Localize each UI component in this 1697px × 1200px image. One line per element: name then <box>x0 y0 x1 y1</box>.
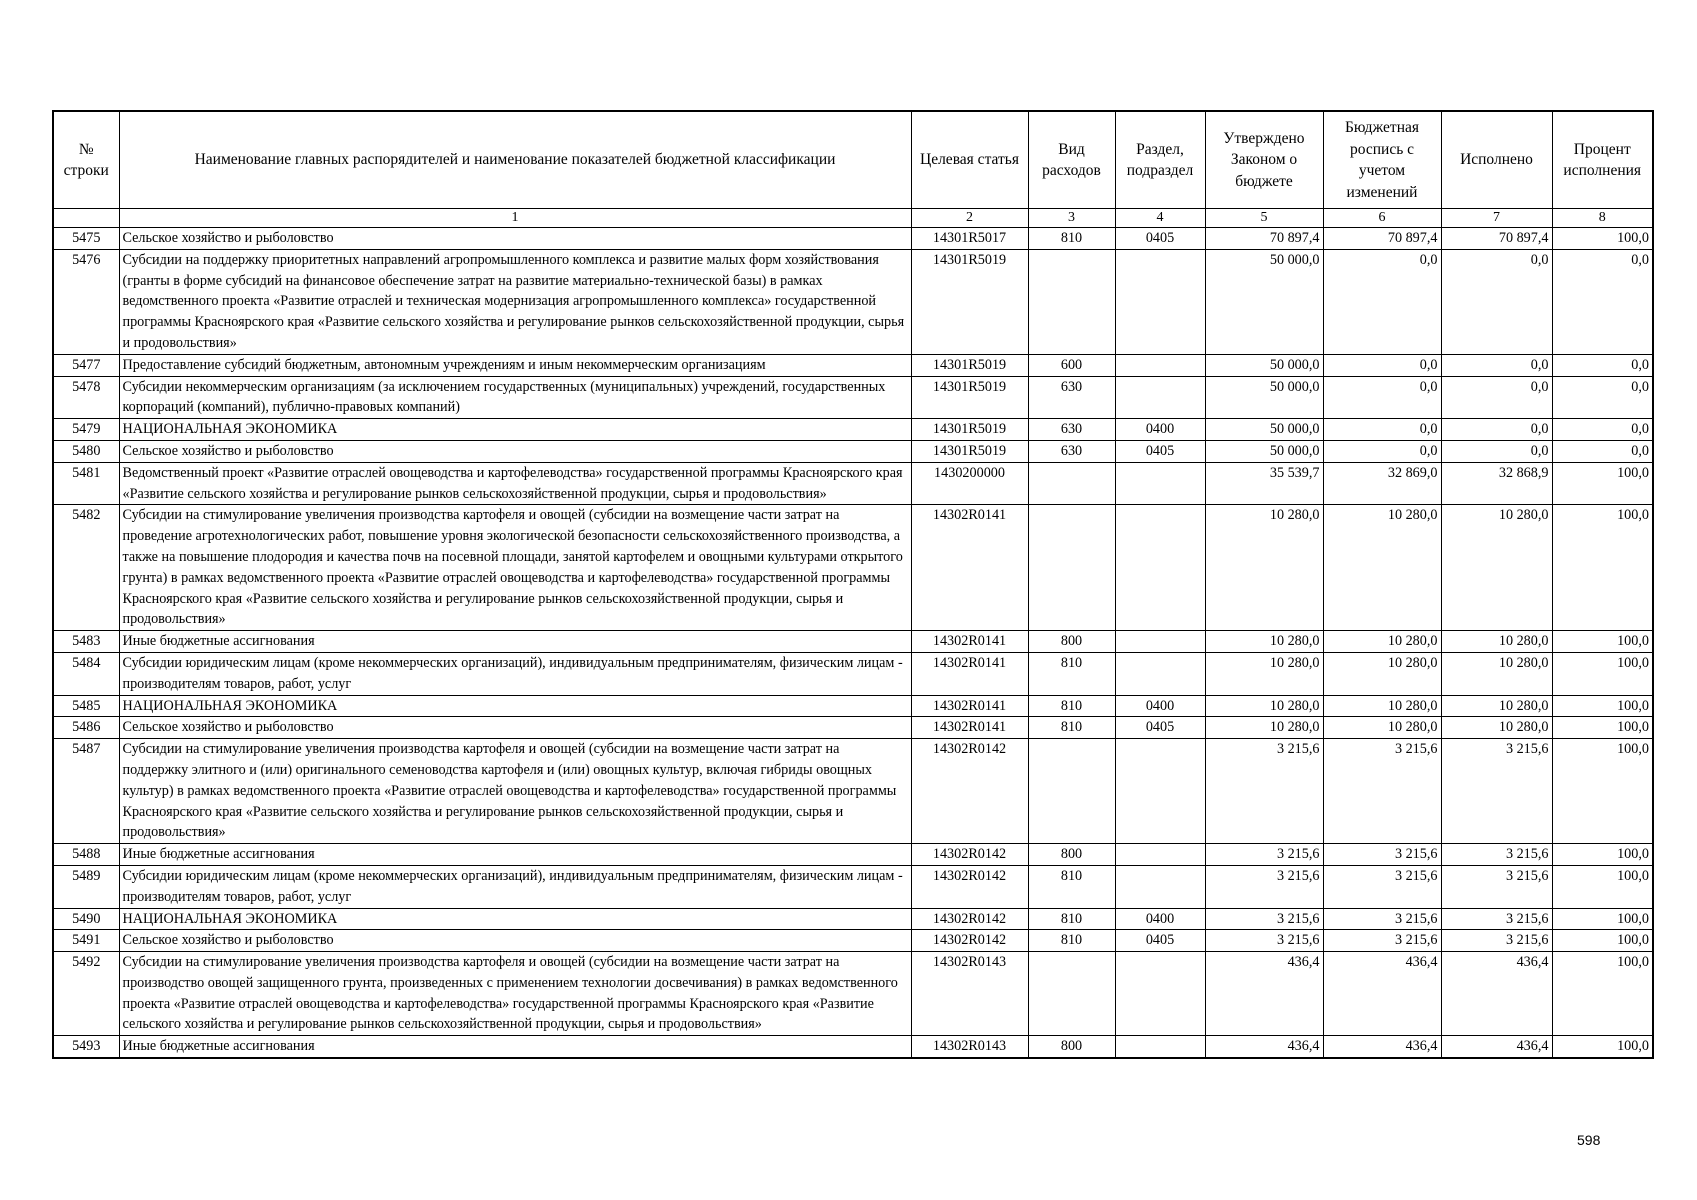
row-name-cell: Сельское хозяйство и рыболовство <box>119 228 911 250</box>
expense-type-cell: 630 <box>1028 419 1115 441</box>
execution-percent-cell: 0,0 <box>1552 249 1653 354</box>
header-approved: Утверждено Законом о бюджете <box>1205 111 1323 209</box>
approved-amount-cell: 50 000,0 <box>1205 354 1323 376</box>
expense-type-cell: 810 <box>1028 695 1115 717</box>
budget-schedule-cell: 0,0 <box>1323 376 1441 419</box>
section-cell <box>1115 865 1205 908</box>
target-article-cell: 14301R5019 <box>911 376 1028 419</box>
section-cell <box>1115 505 1205 631</box>
executed-amount-cell: 0,0 <box>1441 440 1552 462</box>
expense-type-cell: 800 <box>1028 1036 1115 1058</box>
budget-schedule-cell: 10 280,0 <box>1323 652 1441 695</box>
executed-amount-cell: 10 280,0 <box>1441 717 1552 739</box>
column-number: 4 <box>1115 209 1205 228</box>
executed-amount-cell: 10 280,0 <box>1441 631 1552 653</box>
approved-amount-cell: 3 215,6 <box>1205 865 1323 908</box>
row-number-cell: 5486 <box>53 717 119 739</box>
row-name-cell: Сельское хозяйство и рыболовство <box>119 717 911 739</box>
approved-amount-cell: 3 215,6 <box>1205 739 1323 844</box>
header-expense-type: Вид расходов <box>1028 111 1115 209</box>
budget-schedule-cell: 436,4 <box>1323 952 1441 1036</box>
row-number-cell: 5477 <box>53 354 119 376</box>
header-executed: Исполнено <box>1441 111 1552 209</box>
approved-amount-cell: 10 280,0 <box>1205 695 1323 717</box>
section-cell: 0405 <box>1115 930 1205 952</box>
row-name-cell: Субсидии на поддержку приоритетных направлений агропромышленного комплекса и развитие малых форм хозяйствования (гранты в форме субсидий на финансовое обеспечение затрат на развитие материально-технической базы) в рамках ведомственного проекта «Развитие отраслей и техническая модернизация агропромышленного комплекса» государственной программы Красноярского края «Развитие сельского хозяйства и регулирование рынков сельскохозяйственной продукции, сырья и продовольствия» <box>119 249 911 354</box>
executed-amount-cell: 0,0 <box>1441 249 1552 354</box>
executed-amount-cell: 32 868,9 <box>1441 462 1552 505</box>
column-number: 7 <box>1441 209 1552 228</box>
execution-percent-cell: 0,0 <box>1552 419 1653 441</box>
table-row <box>53 952 1653 1036</box>
section-cell <box>1115 844 1205 866</box>
approved-amount-cell: 436,4 <box>1205 952 1323 1036</box>
executed-amount-cell: 3 215,6 <box>1441 930 1552 952</box>
budget-schedule-cell: 10 280,0 <box>1323 695 1441 717</box>
section-cell: 0405 <box>1115 717 1205 739</box>
budget-schedule-cell: 3 215,6 <box>1323 844 1441 866</box>
section-cell <box>1115 631 1205 653</box>
table-row <box>53 844 1653 866</box>
approved-amount-cell: 3 215,6 <box>1205 844 1323 866</box>
target-article-cell: 14302R0141 <box>911 631 1028 653</box>
row-number-cell: 5479 <box>53 419 119 441</box>
row-name-cell: Иные бюджетные ассигнования <box>119 631 911 653</box>
budget-execution-table <box>52 110 1654 1059</box>
section-cell <box>1115 652 1205 695</box>
row-number-cell: 5481 <box>53 462 119 505</box>
column-number-blank <box>53 209 119 228</box>
row-number-cell: 5489 <box>53 865 119 908</box>
budget-schedule-cell: 3 215,6 <box>1323 908 1441 930</box>
executed-amount-cell: 3 215,6 <box>1441 865 1552 908</box>
approved-amount-cell: 10 280,0 <box>1205 652 1323 695</box>
approved-amount-cell: 10 280,0 <box>1205 505 1323 631</box>
approved-amount-cell: 10 280,0 <box>1205 717 1323 739</box>
target-article-cell: 14301R5019 <box>911 419 1028 441</box>
table-row <box>53 908 1653 930</box>
section-cell: 0405 <box>1115 440 1205 462</box>
executed-amount-cell: 436,4 <box>1441 952 1552 1036</box>
budget-schedule-cell: 0,0 <box>1323 354 1441 376</box>
target-article-cell: 14302R0142 <box>911 930 1028 952</box>
section-cell: 0400 <box>1115 695 1205 717</box>
column-number-row <box>53 209 1653 228</box>
table-row <box>53 631 1653 653</box>
table-row <box>53 865 1653 908</box>
row-number-cell: 5490 <box>53 908 119 930</box>
header-budget-schedule: Бюджетная роспись с учетом изменений <box>1323 111 1441 209</box>
approved-amount-cell: 50 000,0 <box>1205 249 1323 354</box>
header-row-number: № строки <box>53 111 119 209</box>
execution-percent-cell: 100,0 <box>1552 717 1653 739</box>
execution-percent-cell: 100,0 <box>1552 739 1653 844</box>
approved-amount-cell: 10 280,0 <box>1205 631 1323 653</box>
row-number-cell: 5478 <box>53 376 119 419</box>
execution-percent-cell: 100,0 <box>1552 930 1653 952</box>
row-number-cell: 5487 <box>53 739 119 844</box>
budget-schedule-cell: 0,0 <box>1323 249 1441 354</box>
approved-amount-cell: 50 000,0 <box>1205 376 1323 419</box>
execution-percent-cell: 0,0 <box>1552 440 1653 462</box>
execution-percent-cell: 0,0 <box>1552 376 1653 419</box>
approved-amount-cell: 50 000,0 <box>1205 440 1323 462</box>
column-number: 2 <box>911 209 1028 228</box>
executed-amount-cell: 10 280,0 <box>1441 652 1552 695</box>
budget-schedule-cell: 32 869,0 <box>1323 462 1441 505</box>
budget-schedule-cell: 3 215,6 <box>1323 865 1441 908</box>
section-cell: 0400 <box>1115 908 1205 930</box>
target-article-cell: 14302R0143 <box>911 952 1028 1036</box>
column-number: 5 <box>1205 209 1323 228</box>
execution-percent-cell: 100,0 <box>1552 844 1653 866</box>
execution-percent-cell: 100,0 <box>1552 1036 1653 1058</box>
row-name-cell: Субсидии юридическим лицам (кроме некоммерческих организаций), индивидуальным предпринимателям, физическим лицам - производителям товаров, работ, услуг <box>119 652 911 695</box>
row-number-cell: 5492 <box>53 952 119 1036</box>
column-number: 1 <box>119 209 911 228</box>
row-number-cell: 5480 <box>53 440 119 462</box>
row-number-cell: 5475 <box>53 228 119 250</box>
approved-amount-cell: 35 539,7 <box>1205 462 1323 505</box>
executed-amount-cell: 10 280,0 <box>1441 505 1552 631</box>
target-article-cell: 14302R0141 <box>911 652 1028 695</box>
table-row <box>53 249 1653 354</box>
expense-type-cell: 810 <box>1028 930 1115 952</box>
executed-amount-cell: 10 280,0 <box>1441 695 1552 717</box>
table-row <box>53 376 1653 419</box>
executed-amount-cell: 3 215,6 <box>1441 844 1552 866</box>
target-article-cell: 14302R0143 <box>911 1036 1028 1058</box>
target-article-cell: 14302R0142 <box>911 844 1028 866</box>
target-article-cell: 14301R5017 <box>911 228 1028 250</box>
approved-amount-cell: 436,4 <box>1205 1036 1323 1058</box>
row-name-cell: Сельское хозяйство и рыболовство <box>119 930 911 952</box>
row-number-cell: 5476 <box>53 249 119 354</box>
row-name-cell: Субсидии на стимулирование увеличения производства картофеля и овощей (субсидии на возмещение части затрат на поддержку элитного и (или) оригинального семеноводства картофеля и (или) овощных культур, включая гибриды овощных культур) в рамках ведомственного проекта «Развитие отраслей овощеводства и картофелеводства» государственной программы Красноярского края «Развитие сельского хозяйства и регулирование рынков сельскохозяйственной продукции, сырья и продовольствия» <box>119 739 911 844</box>
expense-type-cell: 600 <box>1028 354 1115 376</box>
target-article-cell: 14301R5019 <box>911 354 1028 376</box>
table-header-row <box>53 111 1653 209</box>
row-name-cell: НАЦИОНАЛЬНАЯ ЭКОНОМИКА <box>119 908 911 930</box>
execution-percent-cell: 100,0 <box>1552 865 1653 908</box>
expense-type-cell <box>1028 462 1115 505</box>
row-number-cell: 5482 <box>53 505 119 631</box>
expense-type-cell: 800 <box>1028 631 1115 653</box>
row-name-cell: Предоставление субсидий бюджетным, автономным учреждениям и иным некоммерческим организациям <box>119 354 911 376</box>
row-name-cell: Субсидии на стимулирование увеличения производства картофеля и овощей (субсидии на возмещение части затрат на проведение агротехнологических работ, повышение уровня экологической безопасности сельскохозяйственного производства, а также на повышение плодородия и качества почв на посевной площади, занятой картофелем и овощными культурами открытого грунта) в рамках ведомственного проекта «Развитие отраслей овощеводства и картофелеводства» государственной программы Красноярского края «Развитие сельского хозяйства и регулирование рынков сельскохозяйственной продукции, сырья и продовольствия» <box>119 505 911 631</box>
section-cell <box>1115 952 1205 1036</box>
row-name-cell: Иные бюджетные ассигнования <box>119 1036 911 1058</box>
execution-percent-cell: 100,0 <box>1552 952 1653 1036</box>
row-number-cell: 5483 <box>53 631 119 653</box>
budget-schedule-cell: 0,0 <box>1323 419 1441 441</box>
budget-schedule-cell: 436,4 <box>1323 1036 1441 1058</box>
row-number-cell: 5493 <box>53 1036 119 1058</box>
column-number: 6 <box>1323 209 1441 228</box>
table-row <box>53 462 1653 505</box>
page-number: 598 <box>1577 1132 1601 1148</box>
target-article-cell: 14302R0142 <box>911 739 1028 844</box>
section-cell: 0400 <box>1115 419 1205 441</box>
approved-amount-cell: 3 215,6 <box>1205 930 1323 952</box>
row-number-cell: 5488 <box>53 844 119 866</box>
execution-percent-cell: 100,0 <box>1552 695 1653 717</box>
target-article-cell: 14301R5019 <box>911 249 1028 354</box>
approved-amount-cell: 3 215,6 <box>1205 908 1323 930</box>
row-name-cell: Субсидии на стимулирование увеличения производства картофеля и овощей (субсидии на возмещение части затрат на производство овощей защищенного грунта, произведенных с применением технологии досвечивания) в рамках ведомственного проекта «Развитие отраслей овощеводства и картофелеводства» государственной программы Красноярского края «Развитие сельского хозяйства и регулирование рынков сельскохозяйственной продукции, сырья и продовольствия» <box>119 952 911 1036</box>
execution-percent-cell: 0,0 <box>1552 354 1653 376</box>
budget-schedule-cell: 10 280,0 <box>1323 717 1441 739</box>
budget-schedule-cell: 3 215,6 <box>1323 739 1441 844</box>
expense-type-cell: 810 <box>1028 865 1115 908</box>
row-name-cell: Субсидии некоммерческим организациям (за исключением государственных (муниципальных) учреждений, государственных корпораций (компаний), публично-правовых компаний) <box>119 376 911 419</box>
expense-type-cell <box>1028 249 1115 354</box>
budget-schedule-cell: 0,0 <box>1323 440 1441 462</box>
execution-percent-cell: 100,0 <box>1552 505 1653 631</box>
executed-amount-cell: 3 215,6 <box>1441 908 1552 930</box>
table-row <box>53 930 1653 952</box>
section-cell <box>1115 462 1205 505</box>
expense-type-cell: 810 <box>1028 228 1115 250</box>
expense-type-cell: 810 <box>1028 717 1115 739</box>
budget-schedule-cell: 70 897,4 <box>1323 228 1441 250</box>
header-execution-percent: Процент исполнения <box>1552 111 1653 209</box>
expense-type-cell <box>1028 505 1115 631</box>
executed-amount-cell: 0,0 <box>1441 354 1552 376</box>
execution-percent-cell: 100,0 <box>1552 462 1653 505</box>
table-row <box>53 354 1653 376</box>
approved-amount-cell: 70 897,4 <box>1205 228 1323 250</box>
section-cell <box>1115 739 1205 844</box>
row-name-cell: Ведомственный проект «Развитие отраслей овощеводства и картофелеводства» государственной программы Красноярского края «Развитие сельского хозяйства и регулирование рынков сельскохозяйственной продукции, сырья и продовольствия» <box>119 462 911 505</box>
expense-type-cell <box>1028 952 1115 1036</box>
row-name-cell: НАЦИОНАЛЬНАЯ ЭКОНОМИКА <box>119 695 911 717</box>
expense-type-cell: 800 <box>1028 844 1115 866</box>
execution-percent-cell: 100,0 <box>1552 652 1653 695</box>
expense-type-cell: 810 <box>1028 652 1115 695</box>
row-number-cell: 5485 <box>53 695 119 717</box>
approved-amount-cell: 50 000,0 <box>1205 419 1323 441</box>
executed-amount-cell: 3 215,6 <box>1441 739 1552 844</box>
section-cell <box>1115 1036 1205 1058</box>
executed-amount-cell: 70 897,4 <box>1441 228 1552 250</box>
column-number: 8 <box>1552 209 1653 228</box>
table-row <box>53 652 1653 695</box>
section-cell <box>1115 249 1205 354</box>
table-row <box>53 228 1653 250</box>
execution-percent-cell: 100,0 <box>1552 228 1653 250</box>
target-article-cell: 1430200000 <box>911 462 1028 505</box>
row-name-cell: Субсидии юридическим лицам (кроме некоммерческих организаций), индивидуальным предпринимателям, физическим лицам - производителям товаров, работ, услуг <box>119 865 911 908</box>
table-row <box>53 419 1653 441</box>
target-article-cell: 14302R0142 <box>911 908 1028 930</box>
target-article-cell: 14302R0141 <box>911 505 1028 631</box>
execution-percent-cell: 100,0 <box>1552 908 1653 930</box>
expense-type-cell: 810 <box>1028 908 1115 930</box>
row-name-cell: Иные бюджетные ассигнования <box>119 844 911 866</box>
target-article-cell: 14301R5019 <box>911 440 1028 462</box>
column-number: 3 <box>1028 209 1115 228</box>
section-cell <box>1115 376 1205 419</box>
table-row <box>53 717 1653 739</box>
header-name: Наименование главных распорядителей и наименование показателей бюджетной классификации <box>119 111 911 209</box>
budget-schedule-cell: 10 280,0 <box>1323 631 1441 653</box>
table-row <box>53 440 1653 462</box>
header-section: Раздел, подраздел <box>1115 111 1205 209</box>
execution-percent-cell: 100,0 <box>1552 631 1653 653</box>
row-name-cell: НАЦИОНАЛЬНАЯ ЭКОНОМИКА <box>119 419 911 441</box>
table-row <box>53 695 1653 717</box>
table-row <box>53 1036 1653 1058</box>
expense-type-cell <box>1028 739 1115 844</box>
header-target-article: Целевая статья <box>911 111 1028 209</box>
row-number-cell: 5484 <box>53 652 119 695</box>
budget-schedule-cell: 10 280,0 <box>1323 505 1441 631</box>
executed-amount-cell: 0,0 <box>1441 419 1552 441</box>
target-article-cell: 14302R0142 <box>911 865 1028 908</box>
table-row <box>53 505 1653 631</box>
target-article-cell: 14302R0141 <box>911 695 1028 717</box>
section-cell <box>1115 354 1205 376</box>
expense-type-cell: 630 <box>1028 440 1115 462</box>
executed-amount-cell: 436,4 <box>1441 1036 1552 1058</box>
expense-type-cell: 630 <box>1028 376 1115 419</box>
row-name-cell: Сельское хозяйство и рыболовство <box>119 440 911 462</box>
target-article-cell: 14302R0141 <box>911 717 1028 739</box>
budget-schedule-cell: 3 215,6 <box>1323 930 1441 952</box>
executed-amount-cell: 0,0 <box>1441 376 1552 419</box>
section-cell: 0405 <box>1115 228 1205 250</box>
table-row <box>53 739 1653 844</box>
row-number-cell: 5491 <box>53 930 119 952</box>
